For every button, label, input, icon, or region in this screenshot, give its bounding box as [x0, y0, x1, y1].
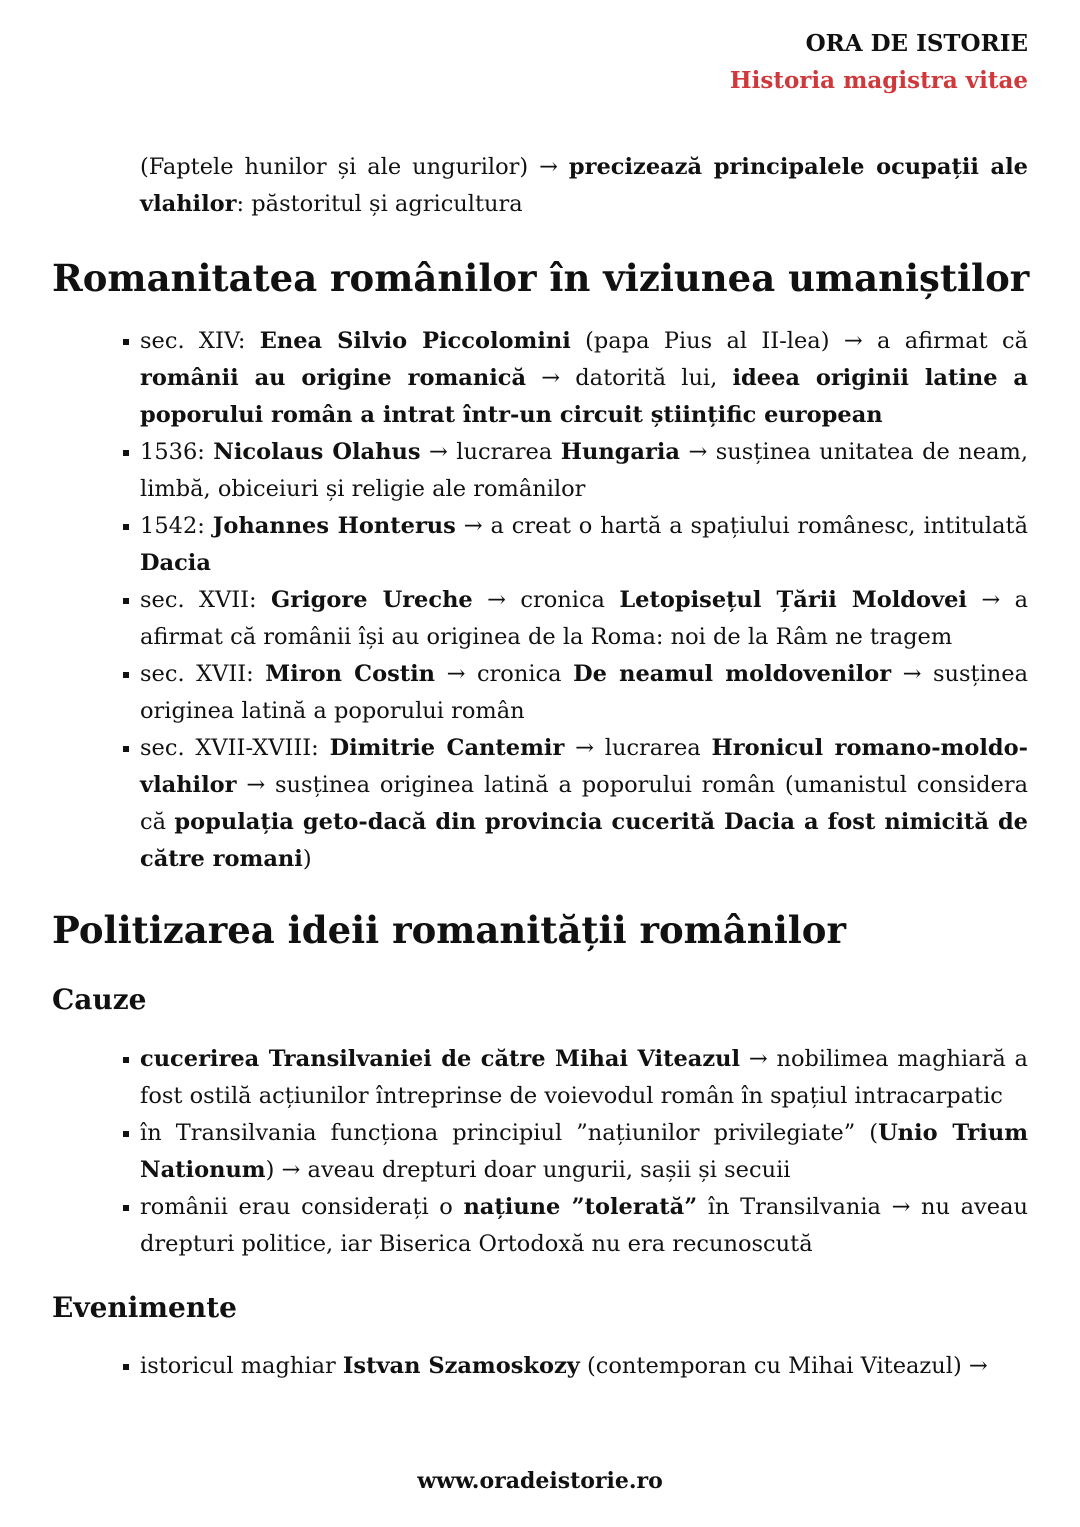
footer-url[interactable]: www.oradeistorie.ro [417, 1468, 663, 1494]
bold-text: Letopisețul Țării Moldovei [619, 587, 967, 613]
text: 1542: [140, 513, 213, 539]
list-item [140, 582, 1028, 656]
bold-text: populația geto-dacă din provincia cucerită Dacia a fost nimicită de către romani [140, 809, 1028, 872]
site-title: ORA DE ISTORIE [805, 30, 1028, 57]
bold-text: Enea Silvio Piccolomini [259, 328, 571, 354]
text: → lucrarea [420, 439, 561, 465]
list-item [140, 323, 1028, 434]
bold-text: precizează principalele ocupații ale vlahilor [140, 154, 1028, 217]
bold-text: Grigore Ureche [271, 587, 473, 613]
bold-text: Istvan Szamoskozy [342, 1353, 580, 1379]
site-motto: Historia magistra vitae [729, 67, 1028, 94]
text: (papa Pius al II-lea) → a afirmat că [570, 328, 1028, 354]
list-item [140, 1189, 1028, 1263]
bold-text: Johannes Honterus [212, 513, 456, 539]
bold-text: Dimitrie Cantemir [329, 735, 565, 761]
bold-text: cucerirea Transilvaniei de către Mihai Viteazul [140, 1046, 741, 1072]
list-item [140, 508, 1028, 582]
events-list [140, 1348, 1028, 1385]
list-item [140, 434, 1028, 508]
text: → cronica [472, 587, 620, 613]
text: în Transilvania → nu aveau drepturi politice, iar Biserica Ortodoxă nu era recunoscută [140, 1194, 1028, 1257]
bold-text: De neamul moldovenilor [573, 661, 892, 687]
text: → susținea unitatea de neam, limbă, obiceiuri și religie ale românilor [140, 439, 1028, 502]
list-item [140, 656, 1028, 730]
text: sec. XVII-XVIII: [140, 735, 330, 761]
text: → a afirmat că românii își au originea de la Roma: noi de la Râm ne tragem [140, 587, 1028, 650]
text: sec. XIV: [140, 328, 260, 354]
bold-text: Hronicul romano-moldo-vlahilor [140, 735, 1028, 798]
list-item [140, 730, 1028, 878]
text: ) → aveau drepturi doar ungurii, sașii și secuii [265, 1157, 791, 1183]
bold-text: națiune ”tolerată” [463, 1194, 698, 1220]
bold-text: Dacia [140, 550, 211, 576]
text: sec. XVII: [140, 661, 266, 687]
intro-paragraph [140, 149, 1028, 223]
section-heading-politizarea: Politizarea ideii romanității românilor [52, 908, 846, 952]
text: → susținea originea latină a poporului român (umanistul considera că [140, 772, 1028, 835]
text: sec. XVII: [140, 587, 271, 613]
bold-text: Nicolaus Olahus [213, 439, 421, 465]
subheading-cauze: Cauze [52, 983, 147, 1016]
text: → susținea originea latină a poporului român [140, 661, 1029, 724]
text: (Faptele hunilor și ale ungurilor) → [140, 154, 569, 180]
subheading-evenimente: Evenimente [52, 1291, 237, 1324]
text: → datorită lui, [526, 365, 733, 391]
text: → nobilimea maghiară a fost ostilă acțiunilor întreprinse de voievodul român în spațiul intracarpatic [140, 1046, 1028, 1109]
list-item [140, 1041, 1028, 1115]
text: 1536: [140, 439, 214, 465]
humanists-list [140, 323, 1028, 878]
text: : păstoritul și agricultura [236, 191, 523, 217]
list-item [140, 1115, 1028, 1189]
text: românii erau considerați o [140, 1194, 464, 1220]
bold-text: Unio Trium Nationum [140, 1120, 1028, 1183]
bold-text: Miron Costin [265, 661, 436, 687]
text: istoricul maghiar [140, 1353, 343, 1379]
bold-text: românii au origine romanică [140, 365, 527, 391]
text: în Transilvania funcționa principiul ”națiunilor privilegiate” ( [140, 1120, 879, 1146]
bold-text: Hungaria [560, 439, 680, 465]
text: → lucrarea [564, 735, 712, 761]
bold-text: ideea originii latine a poporului român a intrat într-un circuit științific european [140, 365, 1029, 428]
text: (contemporan cu Mihai Viteazul) → [579, 1353, 988, 1379]
causes-list [140, 1041, 1028, 1263]
text: ) [302, 846, 312, 872]
list-item [140, 1348, 1028, 1385]
section-heading-romanitatea: Romanitatea românilor în viziunea umaniștilor [52, 256, 1030, 300]
text: → a creat o hartă a spațiului românesc, intitulată [455, 513, 1029, 539]
text: → cronica [435, 661, 574, 687]
